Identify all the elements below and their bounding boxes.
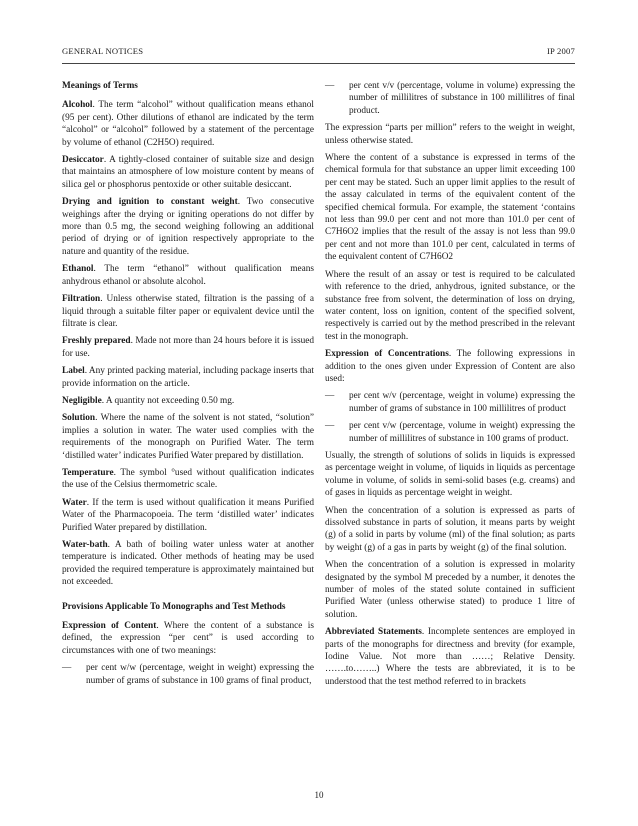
term-temperature: Temperature: [62, 467, 114, 478]
term-water: Water: [62, 497, 87, 508]
paragraph-content-formula: Where the content of a substance is expressed in terms of the chemical formula for that substance an upper limit exceeding 100 per cent may be stated. Such an upper limit applies to the result of the assay calculated in terms of the equivalent content of the specified chemical formula. For example, the statement ‘contains not less than 99.0 per cent and not more than 101.0 per cent of C7H6O2 implies that the result of the assay is not less than 99.0 per cent and not more than 101.0 per cent, calculated in terms of the equivalent content of C7H6O2: [325, 153, 575, 263]
definition-desiccator: . A tightly-closed container of suitable size and design that maintains an atmosphere of low moisture content by means of silica gel or phosphorus pentoxide or other suitable desiccant.: [62, 155, 314, 190]
bullet-dash: —: [62, 663, 72, 674]
definition-ethanol: . The term “ethanol” without qualification means anhydrous ethanol or absolute alcohol.: [62, 264, 314, 287]
paragraph-molarity: When the concentration of a solution is expressed in molarity designated by the symbol M preceded by a number, it denotes the number of moles of the stated solute contained in sufficient Purified Water (unless otherwise stated) to produce 1 litre of solution.: [325, 560, 575, 620]
term-filtration: Filtration: [62, 294, 101, 305]
header-section-title: GENERAL NOTICES: [62, 46, 144, 56]
definition-freshly-prepared: . Made not more than 24 hours before it is issued for use.: [62, 336, 314, 359]
left-column: [62, 80, 314, 692]
definition-negligible: . A quantity not exceeding 0.50 mg.: [101, 395, 235, 406]
term-freshly-prepared: Freshly prepared: [62, 336, 131, 347]
definition-abbreviated-statements: . Incomplete sentences are employed in parts of the monographs for directness and brevity (for example, Iodine Value. Not more than ……; Relative Density. …….to……..) Where the tests are abbreviated, it is to be understood that the test method referred to in brackets: [325, 627, 575, 687]
definition-temperature: . The symbol °used without qualification indicates the use of the Celsius thermometric scale.: [62, 467, 314, 491]
definition-water-bath: . A bath of boiling water unless water at another temperature is indicated. Other methods of heating may be used provided the required temperature is approximately maintained but not exceeded.: [62, 540, 314, 588]
bullet-text: per cent v/v (percentage, volume in volume) expressing the number of millilitres of substance in 100 millilitres of final product.: [349, 81, 575, 116]
definition-alcohol: . The term “alcohol” without qualification means ethanol (95 per cent). Other dilutions of ethanol are indicated by the term “alcohol” or “alcohol” followed by a statement of the percentage by volume of ethanol (C2H5O) required.: [62, 100, 314, 148]
list-item: [62, 662, 314, 687]
entry-alcohol: [62, 99, 314, 149]
section-heading-provisions: Provisions Applicable To Monographs and Test Methods: [62, 601, 286, 612]
header-rule: [62, 63, 575, 64]
bullet-text: per cent w/w (percentage, weight in weight) expressing the number of grams of substance in 100 grams of final product,: [86, 663, 314, 686]
page-number: 10: [314, 790, 324, 800]
entry-drying: [62, 196, 314, 258]
term-solution: Solution: [62, 413, 96, 424]
entry-ethanol: [62, 263, 314, 288]
bullet-dash: —: [325, 421, 335, 432]
definition-expression-of-concentrations: . The following expressions in addition to the ones given under Expression of Content are also used:: [325, 349, 575, 384]
entry-solution: [62, 412, 314, 462]
entry-negligible: [62, 395, 314, 407]
definition-expression-of-content: . Where the content of a substance is defined, the expression “per cent” is used according to circumstances with one of two meanings:: [62, 621, 314, 656]
term-ethanol: Ethanol: [62, 264, 94, 275]
list-item: [325, 390, 575, 415]
entry-water-bath: [62, 539, 314, 589]
definition-drying: . Two consecutive weighings after the drying or igniting operations do not differ by more than 0.5 mg, the second weighing following an additional period of drying or of ignition respectively appropriate to the nature and quantity of the residue.: [62, 197, 314, 257]
entry-abbreviated-statements: [325, 626, 575, 688]
right-column: [325, 80, 575, 693]
bullet-text: per cent v/w (percentage, volume in weight) expressing the number of millilitres of substance in 100 grams of product.: [349, 421, 575, 444]
entry-freshly-prepared: [62, 335, 314, 360]
bullet-dash: —: [325, 81, 335, 91]
term-desiccator: Desiccator: [62, 155, 104, 166]
section-heading-meanings: Meanings of Terms: [62, 81, 138, 91]
bullet-dash: —: [325, 391, 335, 402]
header-edition: IP 2007: [546, 46, 575, 56]
term-negligible: Negligible: [62, 395, 102, 406]
term-alcohol: Alcohol: [62, 100, 93, 111]
paragraph-usually: Usually, the strength of solutions of solids in liquids is expressed as percentage weight in volume, of liquids in liquids as percentage volume in volume, of solids in semi-solid bases (e.g. creams) and of gases in liquids as percentage weight in weight.: [325, 450, 575, 499]
definition-filtration: . Unless otherwise stated, filtration is the passing of a liquid through a suitable filter paper or equivalent device until the filtrate is clear.: [62, 294, 314, 329]
entry-expression-of-content: [62, 620, 314, 657]
term-drying: Drying and ignition to constant weight: [62, 197, 238, 208]
definition-solution: . Where the name of the solvent is not stated, “solution” implies a solution in water. The water used complies with the requirements of the monograph on Purified Water. The term ‘distilled water’ indicates Purified Water prepared by distillation.: [62, 413, 314, 461]
bullet-text: per cent w/v (percentage, weight in volume) expressing the number of grams of substance in 100 millilitres of product: [349, 391, 575, 414]
definition-water: . If the term is used without qualification it means Purified Water of the Pharmacopoeia. The term ‘distilled water’ indicates Purified Water prepared by distillation.: [62, 497, 314, 533]
term-abbreviated-statements: Abbreviated Statements: [325, 627, 422, 638]
entry-label: [62, 365, 314, 390]
running-header: [62, 46, 575, 60]
term-label: Label: [62, 366, 85, 377]
list-item: [325, 80, 575, 117]
paragraph-ppm: The expression “parts per million” refers to the weight in weight, unless otherwise stated.: [325, 123, 575, 146]
entry-filtration: [62, 293, 314, 330]
term-expression-of-content: Expression of Content: [62, 621, 157, 632]
entry-temperature: [62, 467, 314, 492]
paragraph-parts: When the concentration of a solution is expressed as parts of dissolved substance in parts of solution, it means parts by weight (g) of a solid in parts by volume (ml) of the final solution; as parts by weight (g) of a gas in parts by weight (g) of the final solution.: [325, 505, 575, 553]
entry-water: [62, 497, 314, 534]
definition-label: . Any printed packing material, including package inserts that provide information on the article.: [62, 366, 314, 389]
term-water-bath: Water-bath: [62, 540, 108, 550]
term-expression-of-concentrations: Expression of Concentrations: [325, 349, 449, 360]
entry-expression-of-concentrations: [325, 348, 575, 385]
list-item: [325, 420, 575, 445]
entry-desiccator: [62, 154, 314, 191]
paragraph-assay-basis: Where the result of an assay or test is required to be calculated with reference to the dried, anhydrous, ignited substance, or the substance free from solvent, the determination of loss on drying, water content, loss on ignition, content of the specified solvent, respectively is carried out by the method prescribed in the relevant test in the monograph.: [325, 269, 575, 342]
